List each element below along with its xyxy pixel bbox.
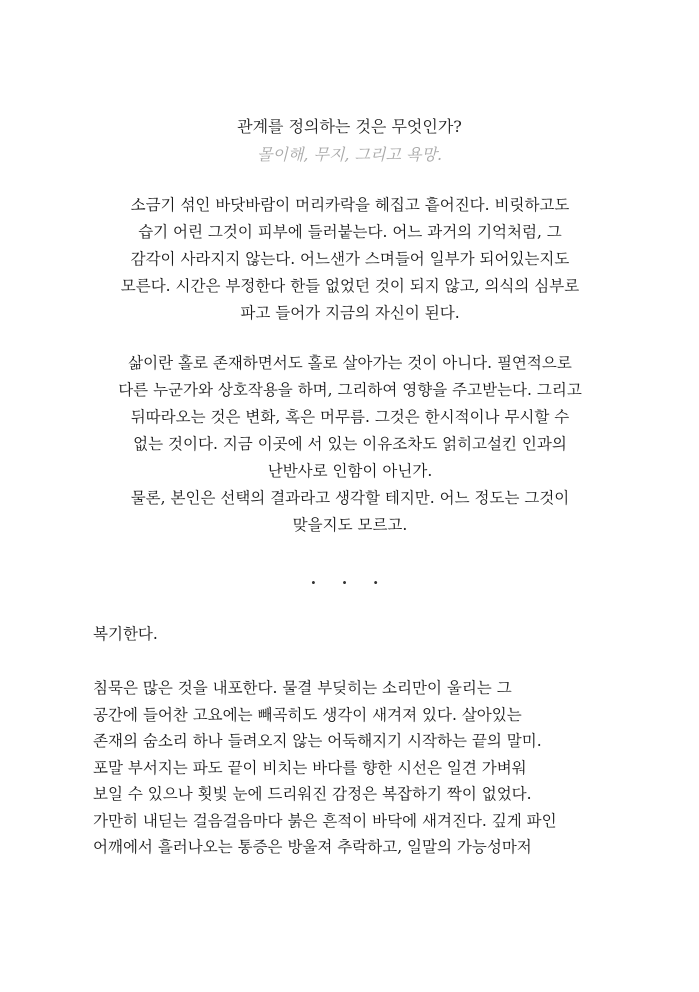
paragraph-line: 공간에 들어찬 고요에는 빼곡히도 생각이 새겨져 있다. 살아있는 [93, 705, 522, 724]
paragraph-line: 물론, 본인은 선택의 결과라고 생각할 테지만. 어느 정도는 그것이 [130, 489, 570, 507]
page-title: 관계를 정의하는 것은 무엇인가? [237, 117, 462, 136]
paragraph-3 [93, 675, 633, 861]
paragraph-line: 가만히 내딛는 걸음걸음마다 붉은 흔적이 바닥에 새겨진다. 깊게 파인 [93, 811, 557, 830]
paragraph-line: 없는 것이다. 지금 이곳에 서 있는 이유조차도 얽히고설킨 인과의 [133, 435, 567, 453]
resume-line: 복기한다. [93, 625, 158, 643]
paragraph-line: 소금기 섞인 바닷바람이 머리카락을 헤집고 흩어진다. 비릿하고도 [130, 196, 570, 214]
paragraph-line: 뒤따라오는 것은 변화, 혹은 머무름. 그것은 한시적이나 무시할 수 [130, 408, 570, 426]
paragraph-2 [80, 350, 620, 539]
section-separator: · · · [310, 573, 389, 592]
paragraph-line: 다른 누군가와 상호작용을 하며, 그리하여 영향을 주고받는다. 그리고 [118, 381, 582, 399]
paragraph-line: 난반사로 인함이 아닌가. [267, 462, 433, 480]
paragraph-line: 맞을지도 모르고. [292, 516, 408, 534]
page-subtitle: 몰이해, 무지, 그리고 욕망. [256, 145, 443, 164]
paragraph-line: 보일 수 있으나 횟빛 눈에 드리워진 감정은 복잡하기 짝이 없었다. [93, 785, 532, 803]
paragraph-line: 존재의 숨소리 하나 들려오지 않는 어둑해지기 시작하는 끝의 말미. [93, 732, 542, 750]
paragraph-line: 삶이란 홀로 존재하면서도 홀로 살아가는 것이 아니다. 필연적으로 [128, 354, 572, 372]
paragraph-line: 파고 들어가 지금의 자신이 된다. [240, 304, 460, 322]
paragraph-line: 어깨에서 흘러나오는 통증은 방울져 추락하고, 일말의 가능성마저 [93, 838, 532, 856]
paragraph-line: 포말 부서지는 파도 끝이 비치는 바다를 향한 시선은 일견 가벼워 [93, 758, 527, 777]
paragraph-line: 모른다. 시간은 부정한다 한들 없었던 것이 되지 않고, 의식의 심부로 [120, 277, 580, 295]
paragraph-line: 습기 어린 그것이 피부에 들러붙는다. 어느 과거의 기억처럼, 그 [138, 223, 562, 241]
paragraph-line: 감각이 사라지지 않는다. 어느샌가 스며들어 일부가 되어있는지도 [130, 250, 570, 268]
paragraph-line: 침묵은 많은 것을 내포한다. 물결 부딪히는 소리만이 울리는 그 [93, 679, 512, 697]
paragraph-1 [80, 192, 620, 327]
